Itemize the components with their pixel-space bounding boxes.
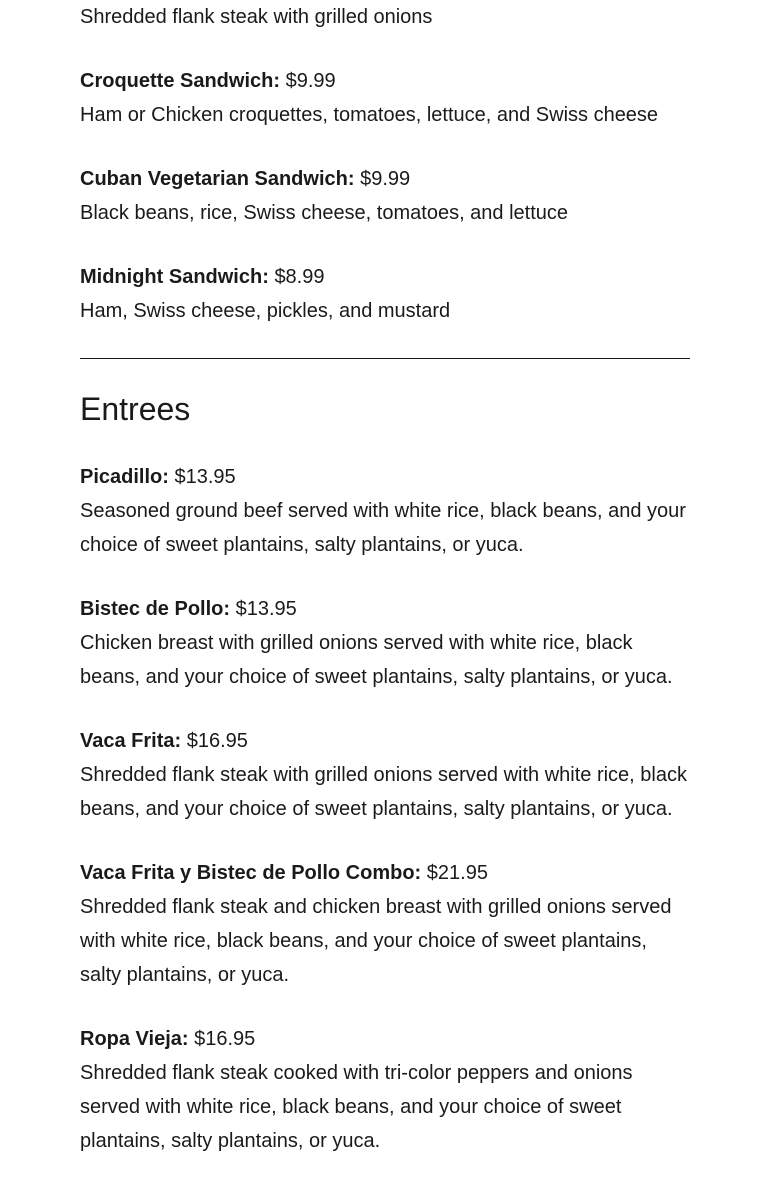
item-name: Cuban Vegetarian Sandwich: [80, 168, 355, 190]
item-description: Shredded flank steak cooked with tri-color peppers and onions served with white rice, black beans, and your choice of sweet plantains, salty plantains, or yuca. [80, 1062, 633, 1152]
item-price: $9.99 [360, 168, 411, 190]
item-title [80, 162, 690, 196]
item-title [80, 460, 690, 494]
item-price: $9.99 [285, 70, 336, 92]
section-divider [80, 358, 690, 359]
section-heading: Entrees [80, 391, 191, 427]
item-description: Seasoned ground beef served with white rice, black beans, and your choice of sweet plantains, salty plantains, or yuca. [80, 500, 686, 556]
item-name: Midnight Sandwich: [80, 266, 269, 288]
item-description: Shredded flank steak with grilled onions served with white rice, black beans, and your choice of sweet plantains, salty plantains, or yuca. [80, 764, 687, 820]
item-name: Ropa Vieja: [80, 1028, 189, 1050]
item-price: $8.99 [274, 266, 325, 288]
menu-item [80, 64, 690, 132]
item-price: $13.95 [235, 598, 297, 620]
menu-item [80, 724, 690, 826]
item-name: Vaca Frita y Bistec de Pollo Combo: [80, 862, 422, 884]
item-title [80, 856, 690, 890]
item-description: Shredded flank steak and chicken breast with grilled onions served with white rice, black beans, and your choice of sweet plantains, salty plantains, or yuca. [80, 896, 672, 986]
item-title [80, 260, 690, 294]
item-name: Vaca Frita: [80, 730, 182, 752]
item-price: $16.95 [186, 730, 248, 752]
item-title [80, 1022, 690, 1056]
menu-item [80, 162, 690, 230]
item-description: Chicken breast with grilled onions served with white rice, black beans, and your choice of sweet plantains, salty plantains, or yuca. [80, 632, 673, 688]
item-title [80, 592, 690, 626]
item-description: Black beans, rice, Swiss cheese, tomatoes, and lettuce [80, 202, 569, 224]
item-name: Picadillo: [80, 466, 169, 488]
menu-item [80, 856, 690, 992]
menu-item [80, 592, 690, 694]
item-price: $16.95 [194, 1028, 256, 1050]
item-price: $13.95 [174, 466, 236, 488]
menu-item [80, 260, 690, 328]
item-title [80, 724, 690, 758]
entree-list [80, 460, 690, 1188]
item-description: Ham or Chicken croquettes, tomatoes, lettuce, and Swiss cheese [80, 104, 659, 126]
item-price: $21.95 [426, 862, 488, 884]
menu-item [80, 1022, 690, 1158]
item-name: Croquette Sandwich: [80, 70, 281, 92]
item-title [80, 64, 690, 98]
item-name: Bistec de Pollo: [80, 598, 231, 620]
item-description: Shredded flank steak with grilled onions [80, 6, 433, 28]
menu-item [80, 460, 690, 562]
item-description: Ham, Swiss cheese, pickles, and mustard [80, 300, 451, 322]
